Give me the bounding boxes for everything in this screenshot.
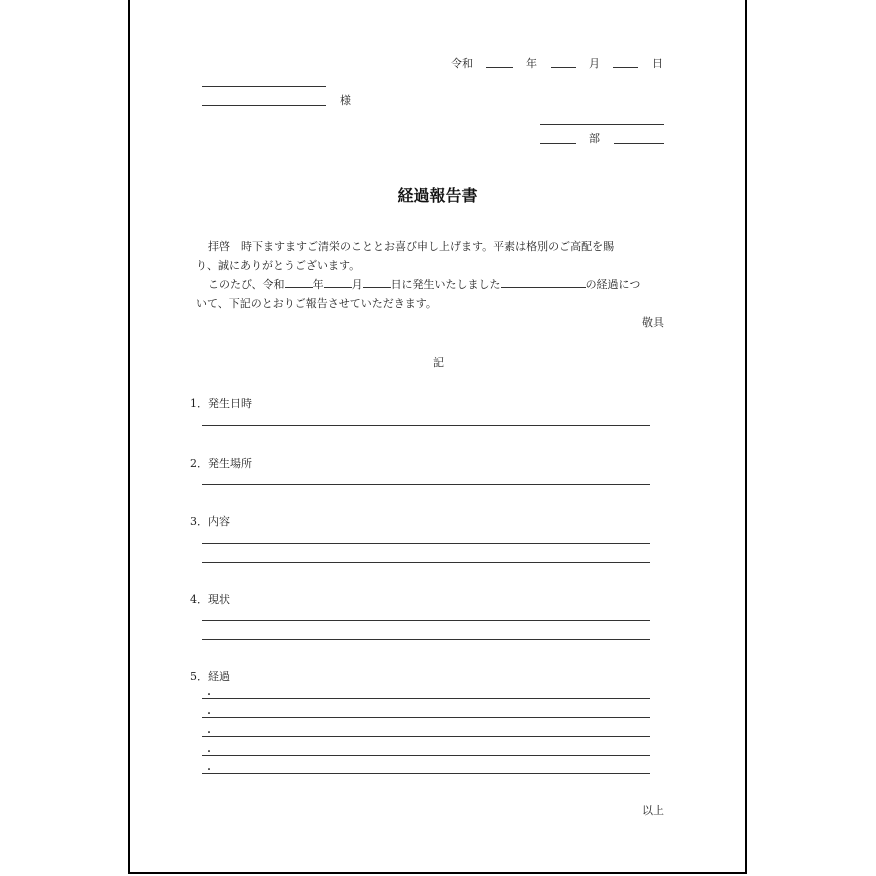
body-line-3-end: の経過につ	[585, 278, 641, 291]
addressee-line-1	[202, 86, 326, 87]
addressee-suffix: 様	[340, 94, 351, 107]
body-line-2: り、誠にありがとうございます。	[196, 259, 361, 272]
section-5-bullet-2: ・	[204, 709, 214, 720]
section-3-line-1	[202, 543, 650, 544]
section-5-line-3	[202, 736, 650, 737]
body-line-3-era: このたび、令和	[208, 278, 285, 291]
year-blank	[486, 67, 513, 68]
department-blank-left	[540, 143, 576, 144]
section-2-label: 2．発生場所	[190, 457, 252, 470]
section-4-line-1	[202, 620, 650, 621]
sender-line	[540, 124, 664, 125]
date-month-label: 月	[589, 57, 600, 70]
body-line-3-year: 年	[312, 278, 324, 291]
month-blank	[551, 67, 576, 68]
addressee-line-2	[202, 105, 326, 106]
body-line-3-month: 月	[351, 278, 363, 291]
section-4-label: 4．現状	[190, 593, 230, 606]
body-year-blank	[285, 276, 313, 288]
document-title: 経過報告書	[397, 186, 478, 205]
date-era: 令和	[451, 57, 473, 70]
body-day-blank	[363, 276, 391, 288]
body-month-blank	[324, 276, 352, 288]
section-1-label: 1．発生日時	[190, 397, 252, 410]
body-line-1: 拝啓 時下ますますご清栄のこととお喜び申し上げます。平素は格別のご高配を賜	[208, 240, 615, 253]
section-5-line-1	[202, 698, 650, 699]
section-3-line-2	[202, 562, 650, 563]
end-mark: 以上	[642, 804, 664, 817]
section-3-label: 3．内容	[190, 515, 230, 528]
section-5-line-5	[202, 773, 650, 774]
body-line-3-day: 日に発生いたしました	[390, 278, 501, 291]
department-label: 部	[589, 132, 600, 145]
section-5-bullet-4: ・	[204, 747, 214, 758]
date-day-label: 日	[652, 57, 663, 70]
closing-keigu: 敬具	[642, 316, 664, 329]
day-blank	[613, 67, 638, 68]
ki-mark: 記	[433, 356, 444, 369]
department-blank-right	[614, 143, 664, 144]
section-5-label: 5．経過	[190, 670, 230, 683]
section-5-bullet-1: ・	[204, 690, 214, 701]
section-5-bullet-3: ・	[204, 728, 214, 739]
section-5-line-2	[202, 717, 650, 718]
body-line-3	[208, 276, 640, 292]
section-4-line-2	[202, 639, 650, 640]
date-year-label: 年	[526, 57, 537, 70]
body-line-4: いて、下記のとおりご報告させていただきます。	[196, 297, 437, 310]
section-5-line-4	[202, 755, 650, 756]
report-page	[128, 0, 747, 874]
section-5-bullet-5: ・	[204, 765, 214, 776]
body-incident-blank	[501, 276, 586, 288]
section-2-line	[202, 484, 650, 485]
section-1-line	[202, 425, 650, 426]
